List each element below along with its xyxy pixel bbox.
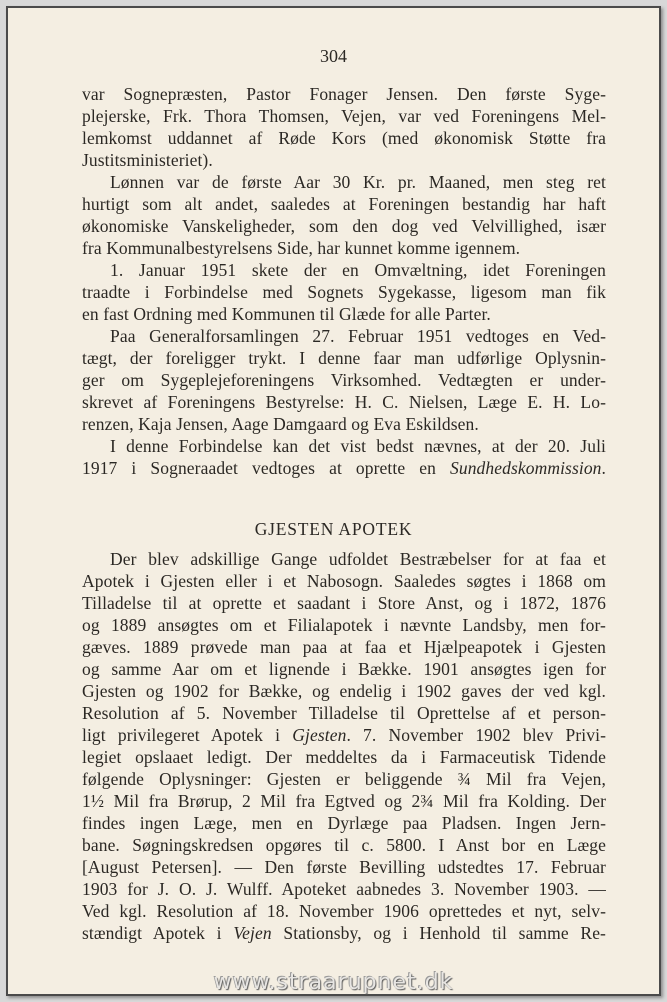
line-text: var Sognepræsten, Pastor Fonager Jensen. Den første Syge-: [82, 84, 606, 104]
text-line: [82, 790, 606, 812]
line-text: [August Petersen]. — Den første Bevilling udstedtes 17. Februar: [82, 857, 606, 877]
line-text: tægt, der foreligger trykt. I denne faar man udførlige Oplysnin-: [82, 348, 606, 368]
section-heading: GJESTEN APOTEK: [254, 519, 413, 539]
text-line: [82, 303, 606, 325]
text-line: [82, 548, 606, 570]
text-line: [82, 614, 606, 636]
page-frame: [6, 6, 661, 996]
text-line: [82, 592, 606, 614]
text-line: [82, 834, 606, 856]
text-line: [82, 127, 606, 149]
text-line: [82, 746, 606, 768]
line-text: Gjesten og 1902 for Bække, og endelig i 1902 gaves der ved kgl.: [82, 681, 606, 701]
text-line: [82, 237, 606, 259]
line-text: og 1889 ansøgtes om et Filialapotek i nævnte Landsby, men for-: [82, 615, 606, 635]
line-text: 1903 for J. O. J. Wulff. Apoteket aabnedes 3. November 1903. —: [82, 879, 606, 899]
text-line: [82, 878, 606, 900]
line-italic: Gjesten: [292, 725, 347, 745]
line-text: ger om Sygeplejeforeningens Virksomhed. Vedtægten er under-: [82, 370, 606, 390]
line-text-after: .: [601, 458, 606, 478]
line-text: legiet opslaaet ledigt. Der meddeltes da i Farmaceutisk Tidende: [82, 747, 606, 767]
text-line: [82, 413, 606, 435]
line-text: Tilladelse til at oprette et saadant i Store Anst, og i 1872, 1876: [82, 593, 606, 613]
text-line: [82, 281, 606, 303]
text-line: [82, 83, 606, 105]
line-text: stændigt Apotek i: [82, 923, 234, 943]
line-text: gæves. 1889 prøvede man paa at faa et Hjælpeapotek i Gjesten: [82, 637, 606, 657]
line-text: 1½ Mil fra Brørup, 2 Mil fra Egtved og 2¾ Mil fra Kolding. Der: [82, 791, 606, 811]
line-text: Resolution af 5. November Tilladelse til Oprettelse af et person-: [82, 703, 606, 723]
text-line: [82, 724, 606, 746]
line-text-after: Stationsby, og i Henhold til samme Re-: [271, 923, 606, 943]
text-block-2: [82, 548, 606, 944]
text-line: [82, 193, 606, 215]
line-text: 1917 i Sogneraadet vedtoges at oprette en: [82, 458, 450, 478]
line-text: og samme Aar om et lignende i Bække. 1901 ansøgtes igen for: [82, 659, 606, 679]
line-text: Justitsministeriet).: [82, 150, 213, 170]
text-line: [82, 702, 606, 724]
line-italic: Vejen: [233, 923, 272, 943]
line-text: en fast Ordning med Kommunen til Glæde for alle Parter.: [82, 304, 491, 324]
watermark: www.straarupnet.dk: [213, 970, 454, 995]
line-text: lemkomst uddannet af Røde Kors (med økonomisk Støtte fra: [82, 128, 606, 148]
line-text: hurtigt som alt andet, saaledes at Foreningen bestandig har haft: [82, 194, 606, 214]
text-line: [82, 900, 606, 922]
line-text: plejerske, Frk. Thora Thomsen, Vejen, var ved Foreningens Mel-: [82, 106, 606, 126]
line-text: 1. Januar 1951 skete der en Omvæltning, idet Foreningen: [110, 260, 606, 280]
text-line: [82, 215, 606, 237]
text-line: [82, 922, 606, 944]
text-block-1: [82, 83, 606, 479]
text-line: [82, 457, 606, 479]
line-text: følgende Oplysninger: Gjesten er beliggende ¾ Mil fra Vejen,: [82, 769, 606, 789]
text-line: [82, 391, 606, 413]
text-line: [82, 570, 606, 592]
text-line: [82, 768, 606, 790]
text-line: [82, 259, 606, 281]
line-text: findes ingen Læge, men en Dyrlæge paa Pladsen. Ingen Jern-: [82, 813, 606, 833]
line-text-after: . 7. November 1902 blev Privi-: [346, 725, 606, 745]
text-line: [82, 435, 606, 457]
text-line: [82, 325, 606, 347]
line-text: Der blev adskillige Gange udfoldet Bestræbelser for at faa et: [110, 549, 606, 569]
text-line: [82, 658, 606, 680]
line-text: Apotek i Gjesten eller i et Nabosogn. Saaledes søgtes i 1868 om: [82, 571, 606, 591]
line-italic: Sundhedskommission: [450, 458, 602, 478]
line-text: fra Kommunalbestyrelsens Side, har kunnet komme igennem.: [82, 238, 521, 258]
line-text: Ved kgl. Resolution af 18. November 1906 oprettedes et nyt, selv-: [82, 901, 606, 921]
text-line: [82, 347, 606, 369]
line-text: I denne Forbindelse kan det vist bedst nævnes, at der 20. Juli: [110, 436, 606, 456]
text-line: [82, 812, 606, 834]
line-text: Lønnen var de første Aar 30 Kr. pr. Maaned, men steg ret: [110, 172, 606, 192]
text-line: [82, 636, 606, 658]
line-text: Paa Generalforsamlingen 27. Februar 1951 vedtoges en Ved-: [110, 326, 606, 346]
line-text: bane. Søgningskredsen opgøres til c. 5800. I Anst bor en Læge: [82, 835, 606, 855]
text-line: [82, 369, 606, 391]
text-line: [82, 105, 606, 127]
line-text: traadte i Forbindelse med Sognets Sygekasse, ligesom man fik: [82, 282, 606, 302]
line-text: skrevet af Foreningens Bestyrelse: H. C. Nielsen, Læge E. H. Lo-: [82, 392, 606, 412]
page-number: 304: [320, 46, 347, 66]
line-text: ligt privilegeret Apotek i: [82, 725, 293, 745]
text-line: [82, 171, 606, 193]
line-text: renzen, Kaja Jensen, Aage Damgaard og Eva Eskildsen.: [82, 414, 479, 434]
text-line: [82, 680, 606, 702]
text-line: [82, 149, 606, 171]
text-line: [82, 856, 606, 878]
line-text: økonomiske Vanskeligheder, som den dog ved Velvillighed, især: [82, 216, 606, 236]
